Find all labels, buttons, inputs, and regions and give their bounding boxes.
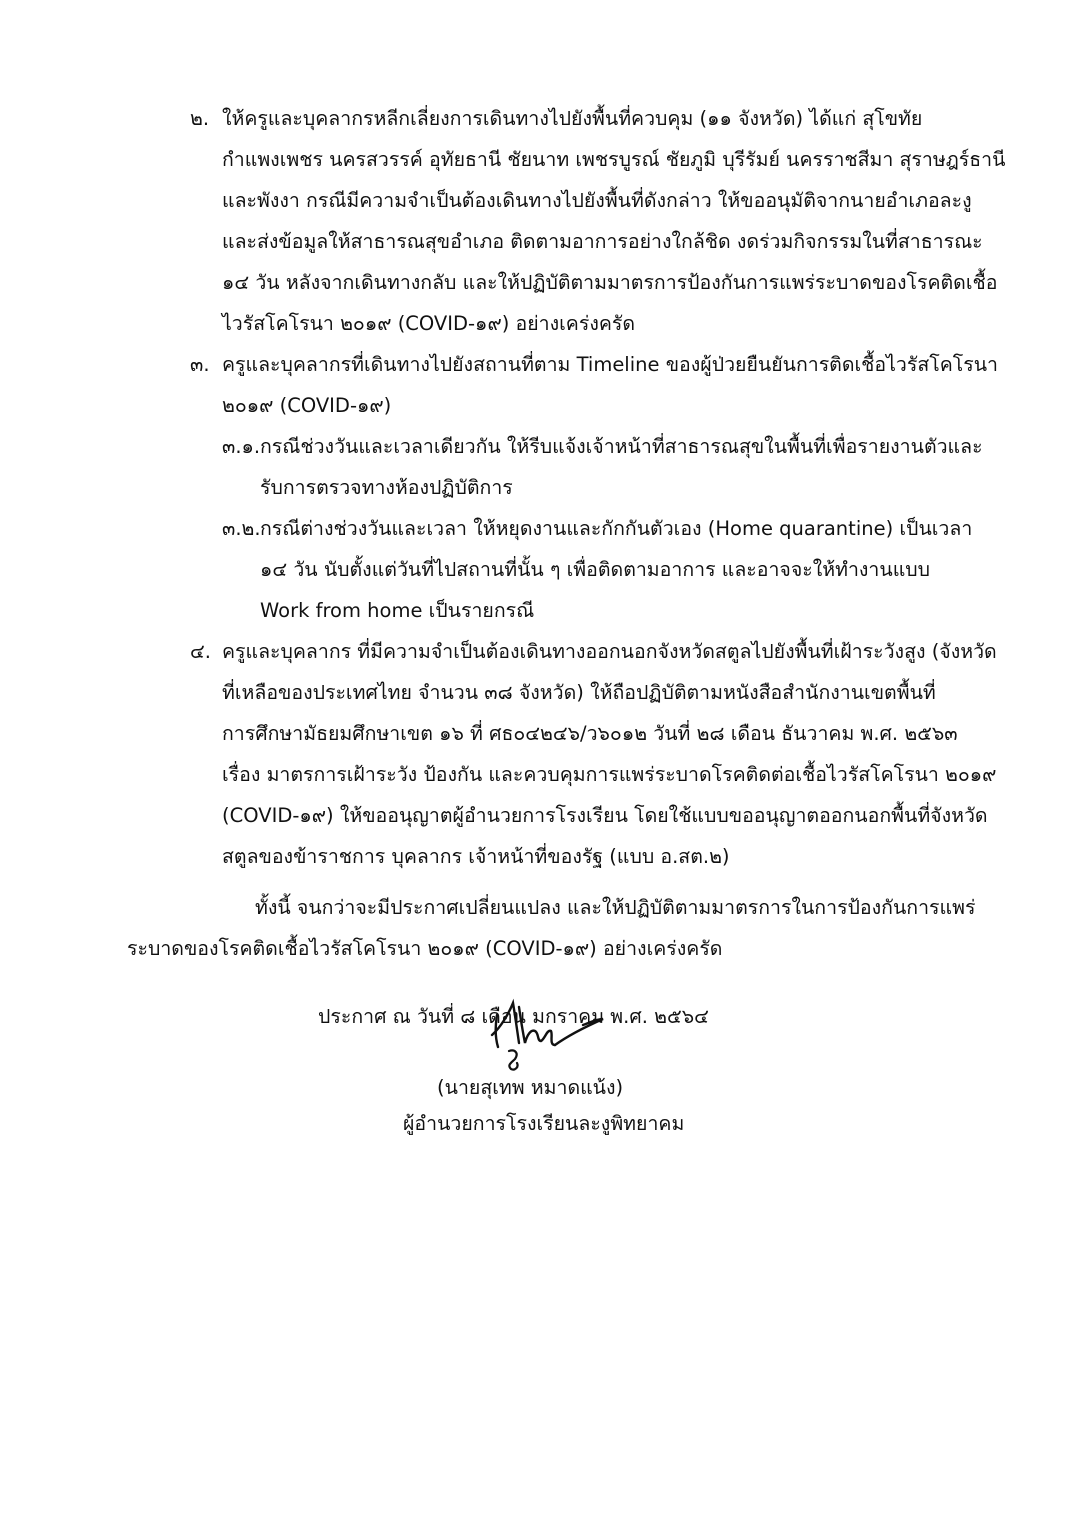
item-3-line: ครูและบุคลากรที่เดินทางไปยังสถานที่ตาม Timeline ของผู้ป่วยยืนยันการติดเชื้อไวรัสโคโรนา [222,353,999,376]
item-4-line: สตูลของข้าราชการ บุคลากร เจ้าหน้าที่ของรัฐ (แบบ อ.สต.๒) [222,845,730,868]
announcement-date: ประกาศ ณ วันที่ ๘ เดือน มกราคม พ.ศ. ๒๕๖๔ [318,1005,709,1028]
signer-position: ผู้อำนวยการโรงเรียนละงูพิทยาคม [403,1112,685,1135]
item-2-line: และส่งข้อมูลให้สาธารณสุขอำเภอ ติดตามอาการอย่างใกล้ชิด งดร่วมกิจกรรมในที่สาธารณะ [222,230,983,253]
item-4-line: (COVID-๑๙) ให้ขออนุญาตผู้อำนวยการโรงเรียน โดยใช้แบบขออนุญาตออกนอกพื้นที่จังหวัด [222,804,988,827]
item-3-2-line: Work from home เป็นรายกรณี [260,599,535,622]
item-2-number: ๒. [190,107,210,130]
item-3-1-line: รับการตรวจทางห้องปฏิบัติการ [260,476,513,499]
item-2-line: และพังงา กรณีมีความจำเป็นต้องเดินทางไปยังพื้นที่ดังกล่าว ให้ขออนุมัติจากนายอำเภอละงู [222,189,972,212]
item-3-number: ๓. [190,353,210,376]
signer-name: (นายสุเทพ หมาดแน้ง) [437,1076,624,1099]
item-2-line: กำแพงเพชร นครสวรรค์ อุทัยธานี ชัยนาท เพชรบูรณ์ ชัยภูมิ บุรีรัมย์ นครราชสีมา สุราษฎร์ธานี [222,148,1006,171]
item-2-line: ๑๔ วัน หลังจากเดินทางกลับ และให้ปฏิบัติตามมาตรการป้องกันการแพร่ระบาดของโรคติดเชื้อ [222,271,998,294]
item-4-number: ๔. [190,640,211,663]
item-2-line: ไวรัสโคโรนา ๒๐๑๙ (COVID-๑๙) อย่างเคร่งครัด [222,312,636,335]
item-3-1-line: กรณีช่วงวันและเวลาเดียวกัน ให้รีบแจ้งเจ้าหน้าที่สาธารณสุขในพื้นที่เพื่อรายงานตัวและ [260,435,983,458]
item-3-2-number: ๓.๒. [222,517,261,540]
closing-line: ทั้งนี้ จนกว่าจะมีประกาศเปลี่ยนแปลง และให้ปฏิบัติตามมาตรการในการป้องกันการแพร่ [255,896,976,919]
closing-line: ระบาดของโรคติดเชื้อไวรัสโคโรนา ๒๐๑๙ (COVID-๑๙) อย่างเคร่งครัด [127,937,723,960]
item-4-line: เรื่อง มาตรการเฝ้าระวัง ป้องกัน และควบคุมการแพร่ระบาดโรคติดต่อเชื้อไวรัสโคโรนา ๒๐๑๙ [222,763,997,786]
signature-image [485,993,610,1075]
item-3-2-line: กรณีต่างช่วงวันและเวลา ให้หยุดงานและกักกันตัวเอง (Home quarantine) เป็นเวลา [260,517,973,540]
item-2-line: ให้ครูและบุคลากรหลีกเลี่ยงการเดินทางไปยังพื้นที่ควบคุม (๑๑ จังหวัด) ได้แก่ สุโขทัย [222,107,923,130]
item-3-1-number: ๓.๑. [222,435,261,458]
item-4-line: ครูและบุคลากร ที่มีความจำเป็นต้องเดินทางออกนอกจังหวัดสตูลไปยังพื้นที่เฝ้าระวังสูง (จังหวัด [222,640,997,663]
item-4-line: ที่เหลือของประเทศไทย จำนวน ๓๘ จังหวัด) ให้ถือปฏิบัติตามหนังสือสำนักงานเขตพื้นที่ [222,681,936,704]
item-3-line: ๒๐๑๙ (COVID-๑๙) [222,394,392,417]
item-3-2-line: ๑๔ วัน นับตั้งแต่วันที่ไปสถานที่นั้น ๆ เพื่อติดตามอาการ และอาจจะให้ทำงานแบบ [260,558,931,581]
item-4-line: การศึกษามัธยมศึกษาเขต ๑๖ ที่ ศธ๐๔๒๔๖/ว๖๐๑๒ วันที่ ๒๘ เดือน ธันวาคม พ.ศ. ๒๕๖๓ [222,722,958,745]
